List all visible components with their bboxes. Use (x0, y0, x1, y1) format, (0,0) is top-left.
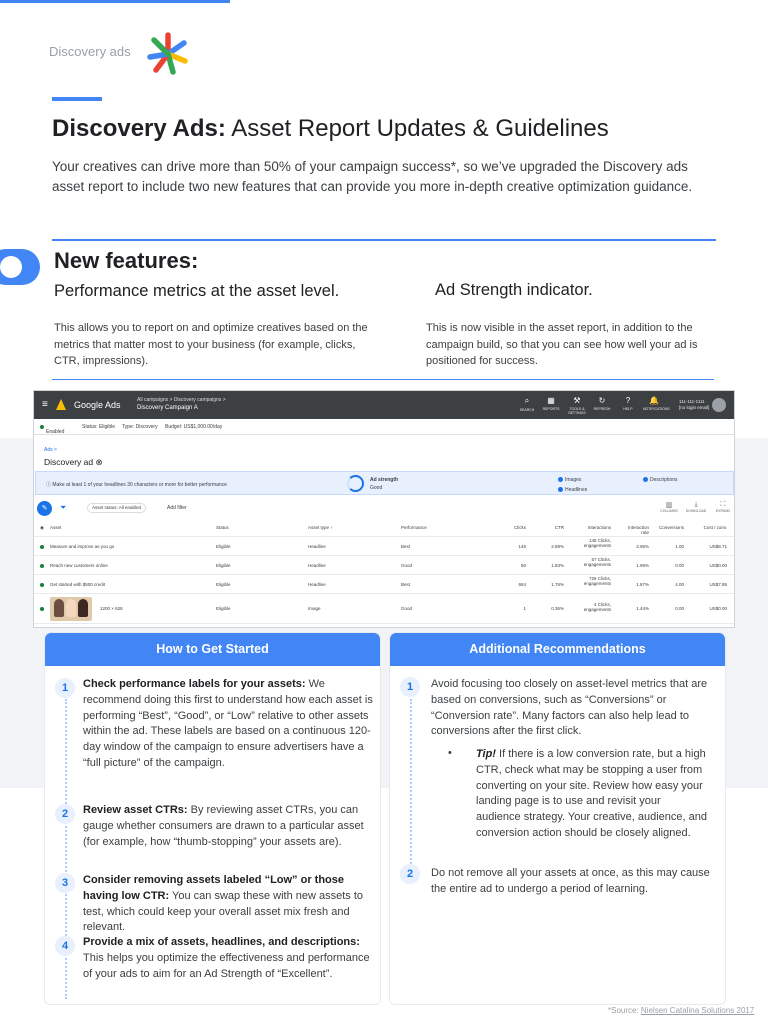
cell-type: Headline (308, 582, 326, 587)
recommendation-1: Avoid focusing too closely on asset-level metrics that are based on conversions, such as “Conversions” or “Conversion rate”. Many factors can also help lead to conversions after the first click. (431, 678, 708, 738)
cell-perf: Good (401, 563, 413, 568)
search-icon: ⌕ (524, 396, 530, 405)
account-info[interactable]: 111-111-1111 [no login email] (679, 399, 710, 410)
section-divider (52, 239, 716, 241)
page-title: Discovery Ads: Asset Report Updates & Guidelines (52, 115, 609, 142)
brand-name: Discovery ads (49, 44, 131, 59)
help-icon: ? (625, 396, 631, 405)
cell-rate: 2.95% (636, 544, 649, 549)
column-header[interactable]: Status (216, 525, 229, 530)
cell-cost: US$0.00 (709, 563, 727, 568)
add-filter-button[interactable]: Add filter (167, 505, 187, 511)
cell-interactions: 4 Clicks, engagements (583, 602, 611, 612)
filter-icon[interactable]: ⏷ (60, 503, 67, 512)
campaign-budget[interactable]: Budget: US$1,000.00/day (165, 424, 223, 430)
refresh-icon: ↻ (598, 396, 606, 405)
breadcrumb[interactable]: All campaigns > Discovery campaigns > (137, 397, 226, 403)
campaign-name[interactable]: Discovery Campaign A (137, 405, 198, 411)
recommendation-2: Do not remove all your assets at once, as this may cause the entire ad to undergo a period of learning. (431, 867, 710, 895)
column-header[interactable]: Interaction rate (627, 525, 649, 535)
section-marker-icon (0, 249, 40, 285)
step-text: Check performance labels for your assets: We recommend doing this first to understand how each asset is performing “Best”, “Good”, or “Low” relative to other assets within the ad. These labels are based on a continuous 120-day window of the campaign to ensure advertisers have a “full picture” of the campaign. (83, 678, 373, 769)
cell-cost: US$7.85 (709, 582, 727, 587)
cell-type: Headline (308, 563, 326, 568)
step-text: Consider removing assets labeled “Low” or those having low CTR: You can swap these with new assets to test, which could keep your overall asset mix fresh and relevant. (83, 874, 364, 934)
step-text: Review asset CTRs: By reviewing asset CTRs, you can gauge whether consumers are drawn to a particular asset (for example, how “thumb-stopping” your assets are). (83, 804, 364, 848)
tool-label: COLUMNS (660, 509, 678, 513)
tool-label: EXPAND (715, 509, 731, 513)
enabled-status: Enabled (40, 424, 46, 430)
enabled-dot-icon (40, 425, 44, 429)
asset-status-filter-chip[interactable]: Asset status: All enabled (87, 503, 146, 513)
feature-left-title: Performance metrics at the asset level. (54, 282, 340, 300)
step-number: 2 (55, 804, 75, 824)
table-tool-button[interactable] (712, 501, 734, 513)
cell-ctr: 1.76% (551, 582, 564, 587)
cell-conv: 4.00 (675, 582, 684, 587)
column-header[interactable]: Conversions (658, 525, 684, 530)
cell-status: Eligible (216, 606, 231, 611)
table-row[interactable] (34, 594, 735, 624)
toolbar-label: REPORTS (542, 407, 560, 411)
cell-clicks: 145 (518, 544, 526, 549)
steps-connector (410, 699, 412, 875)
additional-recommendations-panel (389, 632, 726, 1005)
asset-table (34, 519, 735, 624)
cell-asset: Reach new customers online (50, 563, 108, 568)
toolbar-label: TOOLS & SETTINGS (568, 407, 586, 415)
intro-paragraph: Your creatives can drive more than 50% of your campaign success*, so we’ve upgraded the Discovery ads asset report to include two new features that can provide you more in-depth creative optimization guidance. (52, 159, 693, 194)
table-row[interactable] (34, 575, 735, 594)
top-accent-line (0, 0, 230, 3)
table-header-row (34, 519, 735, 537)
info-icon: ⓘ (46, 482, 53, 488)
column-header[interactable]: Clicks (514, 525, 526, 530)
step-number: 2 (400, 864, 420, 884)
images-check: Images (558, 477, 581, 483)
notice-message: ⓘ Make at least 1 of your headlines 30 characters or more for better performance (46, 482, 227, 488)
ads-asset-report-screenshot (33, 390, 735, 628)
toolbar-button[interactable] (617, 396, 639, 411)
tip-text: Tip! If there is a low conversion rate, but a high CTR, check what may be stopping a user from converting on your site. Review how easy your landing page is to use and revisit your audience strategy. Your creative, audience, and conversion action should be closely aligned. (476, 748, 707, 839)
step-number: 1 (400, 677, 420, 697)
bell-icon: 🔔 (649, 396, 659, 405)
title-accent-bar (52, 97, 102, 101)
feature-left-text: This allows you to report on and optimize creatives based on the metrics that matter most to your business (for example, clicks, CTR, impressions). (54, 322, 368, 367)
toolbar-button[interactable] (591, 396, 613, 411)
menu-icon[interactable]: ≡ (42, 399, 48, 410)
cell-status: Eligible (216, 544, 231, 549)
ad-header (34, 435, 735, 471)
cell-interactions: 726 Clicks, engagements (583, 576, 611, 586)
columns-icon: ▥ (665, 502, 673, 509)
cell-asset: Measure and improve as you go (50, 544, 115, 549)
source-footnote: *Source: Nielsen Catalina Solutions 2017 (608, 1006, 755, 1015)
step-text: Provide a mix of assets, headlines, and descriptions: This helps you optimize the effectiveness and performance of your ads to aim for an Ad Strength of “Excellent”. (83, 936, 370, 980)
cell-perf: Best (401, 582, 411, 587)
status-dot-icon (40, 607, 44, 611)
cell-cost: US$8.71 (709, 544, 727, 549)
campaign-type: Type: Discovery (122, 424, 158, 430)
reports-icon: ▦ (547, 396, 555, 405)
how-to-get-started-panel (44, 632, 381, 1005)
google-ads-logo-icon (56, 399, 66, 410)
asset-image-thumbnail (50, 597, 92, 621)
column-header[interactable]: Asset (50, 525, 62, 530)
toolbar-button[interactable] (540, 396, 562, 411)
cell-status: Eligible (216, 563, 231, 568)
panel-title: Additional Recommendations (390, 633, 725, 666)
column-header[interactable]: Cost / conv. (703, 525, 727, 530)
ad-strength-value: Good (370, 485, 383, 491)
ads-breadcrumb-link[interactable]: Ads > (44, 447, 57, 453)
toolbar-label: HELP (623, 407, 633, 411)
features-heading: New features: (54, 248, 199, 273)
app-name: Google Ads (74, 400, 121, 410)
cell-interactions: 148 Clicks, engagements (583, 538, 611, 548)
column-header[interactable]: Asset type ↑ (308, 525, 333, 530)
discovery-logo-icon (146, 32, 190, 76)
cell-status: Eligible (216, 582, 231, 587)
step-number: 4 (55, 936, 75, 956)
ad-strength-label: Ad strength (370, 477, 399, 483)
ad-options-icon[interactable]: ⊗ (95, 457, 103, 467)
cell-ctr: 0.36% (551, 606, 564, 611)
ads-top-bar (34, 391, 735, 419)
cell-ctr: 1.83% (551, 563, 564, 568)
cell-interactions: 57 Clicks, engagements (583, 557, 611, 567)
column-header[interactable]: Performance (401, 525, 427, 530)
check-icon (558, 487, 563, 492)
check-icon (643, 477, 648, 482)
eligibility-status: Status: Eligible (82, 424, 116, 430)
cell-type: Image (308, 606, 321, 611)
status-dot-icon (40, 583, 44, 587)
table-tool-button[interactable] (685, 501, 707, 513)
status-dot-icon (40, 564, 44, 568)
edit-pencil-icon[interactable]: ✎ (37, 501, 52, 516)
tools-icon: ⚒ (573, 396, 581, 405)
toolbar-label: SEARCH (519, 408, 535, 412)
column-header[interactable]: CTR (554, 525, 564, 530)
cell-ctr: 2.89% (551, 544, 564, 549)
cell-clicks: 684 (518, 582, 526, 587)
toolbar-label: NOTIFICATIONS (643, 407, 670, 411)
cell-rate: 1.87% (636, 582, 649, 587)
toolbar-button[interactable] (516, 396, 538, 412)
ad-strength-ring-icon (347, 475, 364, 492)
bullet-icon: • (448, 747, 452, 759)
tool-label: DOWNLOAD (685, 509, 707, 513)
cell-asset: Get started with $500 credit (50, 582, 106, 587)
table-row[interactable] (34, 537, 735, 556)
table-row[interactable] (34, 556, 735, 575)
step-number: 1 (55, 678, 75, 698)
feature-right-text: This is now visible in the asset report, in addition to the campaign build, so that you can see how well your ad is positioned for success. (426, 322, 698, 367)
toolbar-label: REFRESH (593, 407, 611, 411)
filter-bar (34, 497, 735, 519)
feature-right-title: Ad Strength indicator. (435, 281, 593, 299)
table-tool-button[interactable] (658, 501, 680, 513)
cell-perf: Good (401, 606, 413, 611)
ad-title: Discovery ad ⊗ (44, 457, 103, 467)
toolbar-button[interactable] (566, 396, 588, 415)
panel-title: How to Get Started (45, 633, 380, 666)
ad-strength-notice (35, 471, 734, 495)
cell-clicks: 1 (523, 606, 526, 611)
cell-asset: 1200 × 628 (100, 606, 123, 611)
cell-conv: 1.00 (675, 544, 684, 549)
campaign-status-bar (34, 419, 735, 435)
features-divider (52, 379, 714, 380)
cell-rate: 1.44% (636, 606, 649, 611)
cell-perf: Best (401, 544, 411, 549)
column-header[interactable]: Interactions (587, 525, 611, 530)
cell-conv: 0.00 (675, 563, 684, 568)
status-dot-icon (40, 545, 44, 549)
check-icon (558, 477, 563, 482)
cell-cost: US$0.00 (709, 606, 727, 611)
expand-icon: ⛶ (720, 501, 726, 508)
avatar[interactable] (712, 398, 726, 412)
cell-rate: 1.99% (636, 563, 649, 568)
download-icon: ⤓ (694, 501, 698, 508)
select-all-icon[interactable]: ◉ (40, 525, 44, 530)
toolbar-button[interactable] (643, 396, 670, 411)
descriptions-check: Descriptions (643, 477, 678, 483)
cell-conv: 0.00 (675, 606, 684, 611)
cell-clicks: 50 (520, 563, 526, 568)
cell-type: Headline (308, 544, 326, 549)
headlines-check: Headlines (558, 487, 587, 493)
step-number: 3 (55, 873, 75, 893)
source-link[interactable]: Nielsen Catalina Solutions 2017 (640, 1006, 755, 1015)
